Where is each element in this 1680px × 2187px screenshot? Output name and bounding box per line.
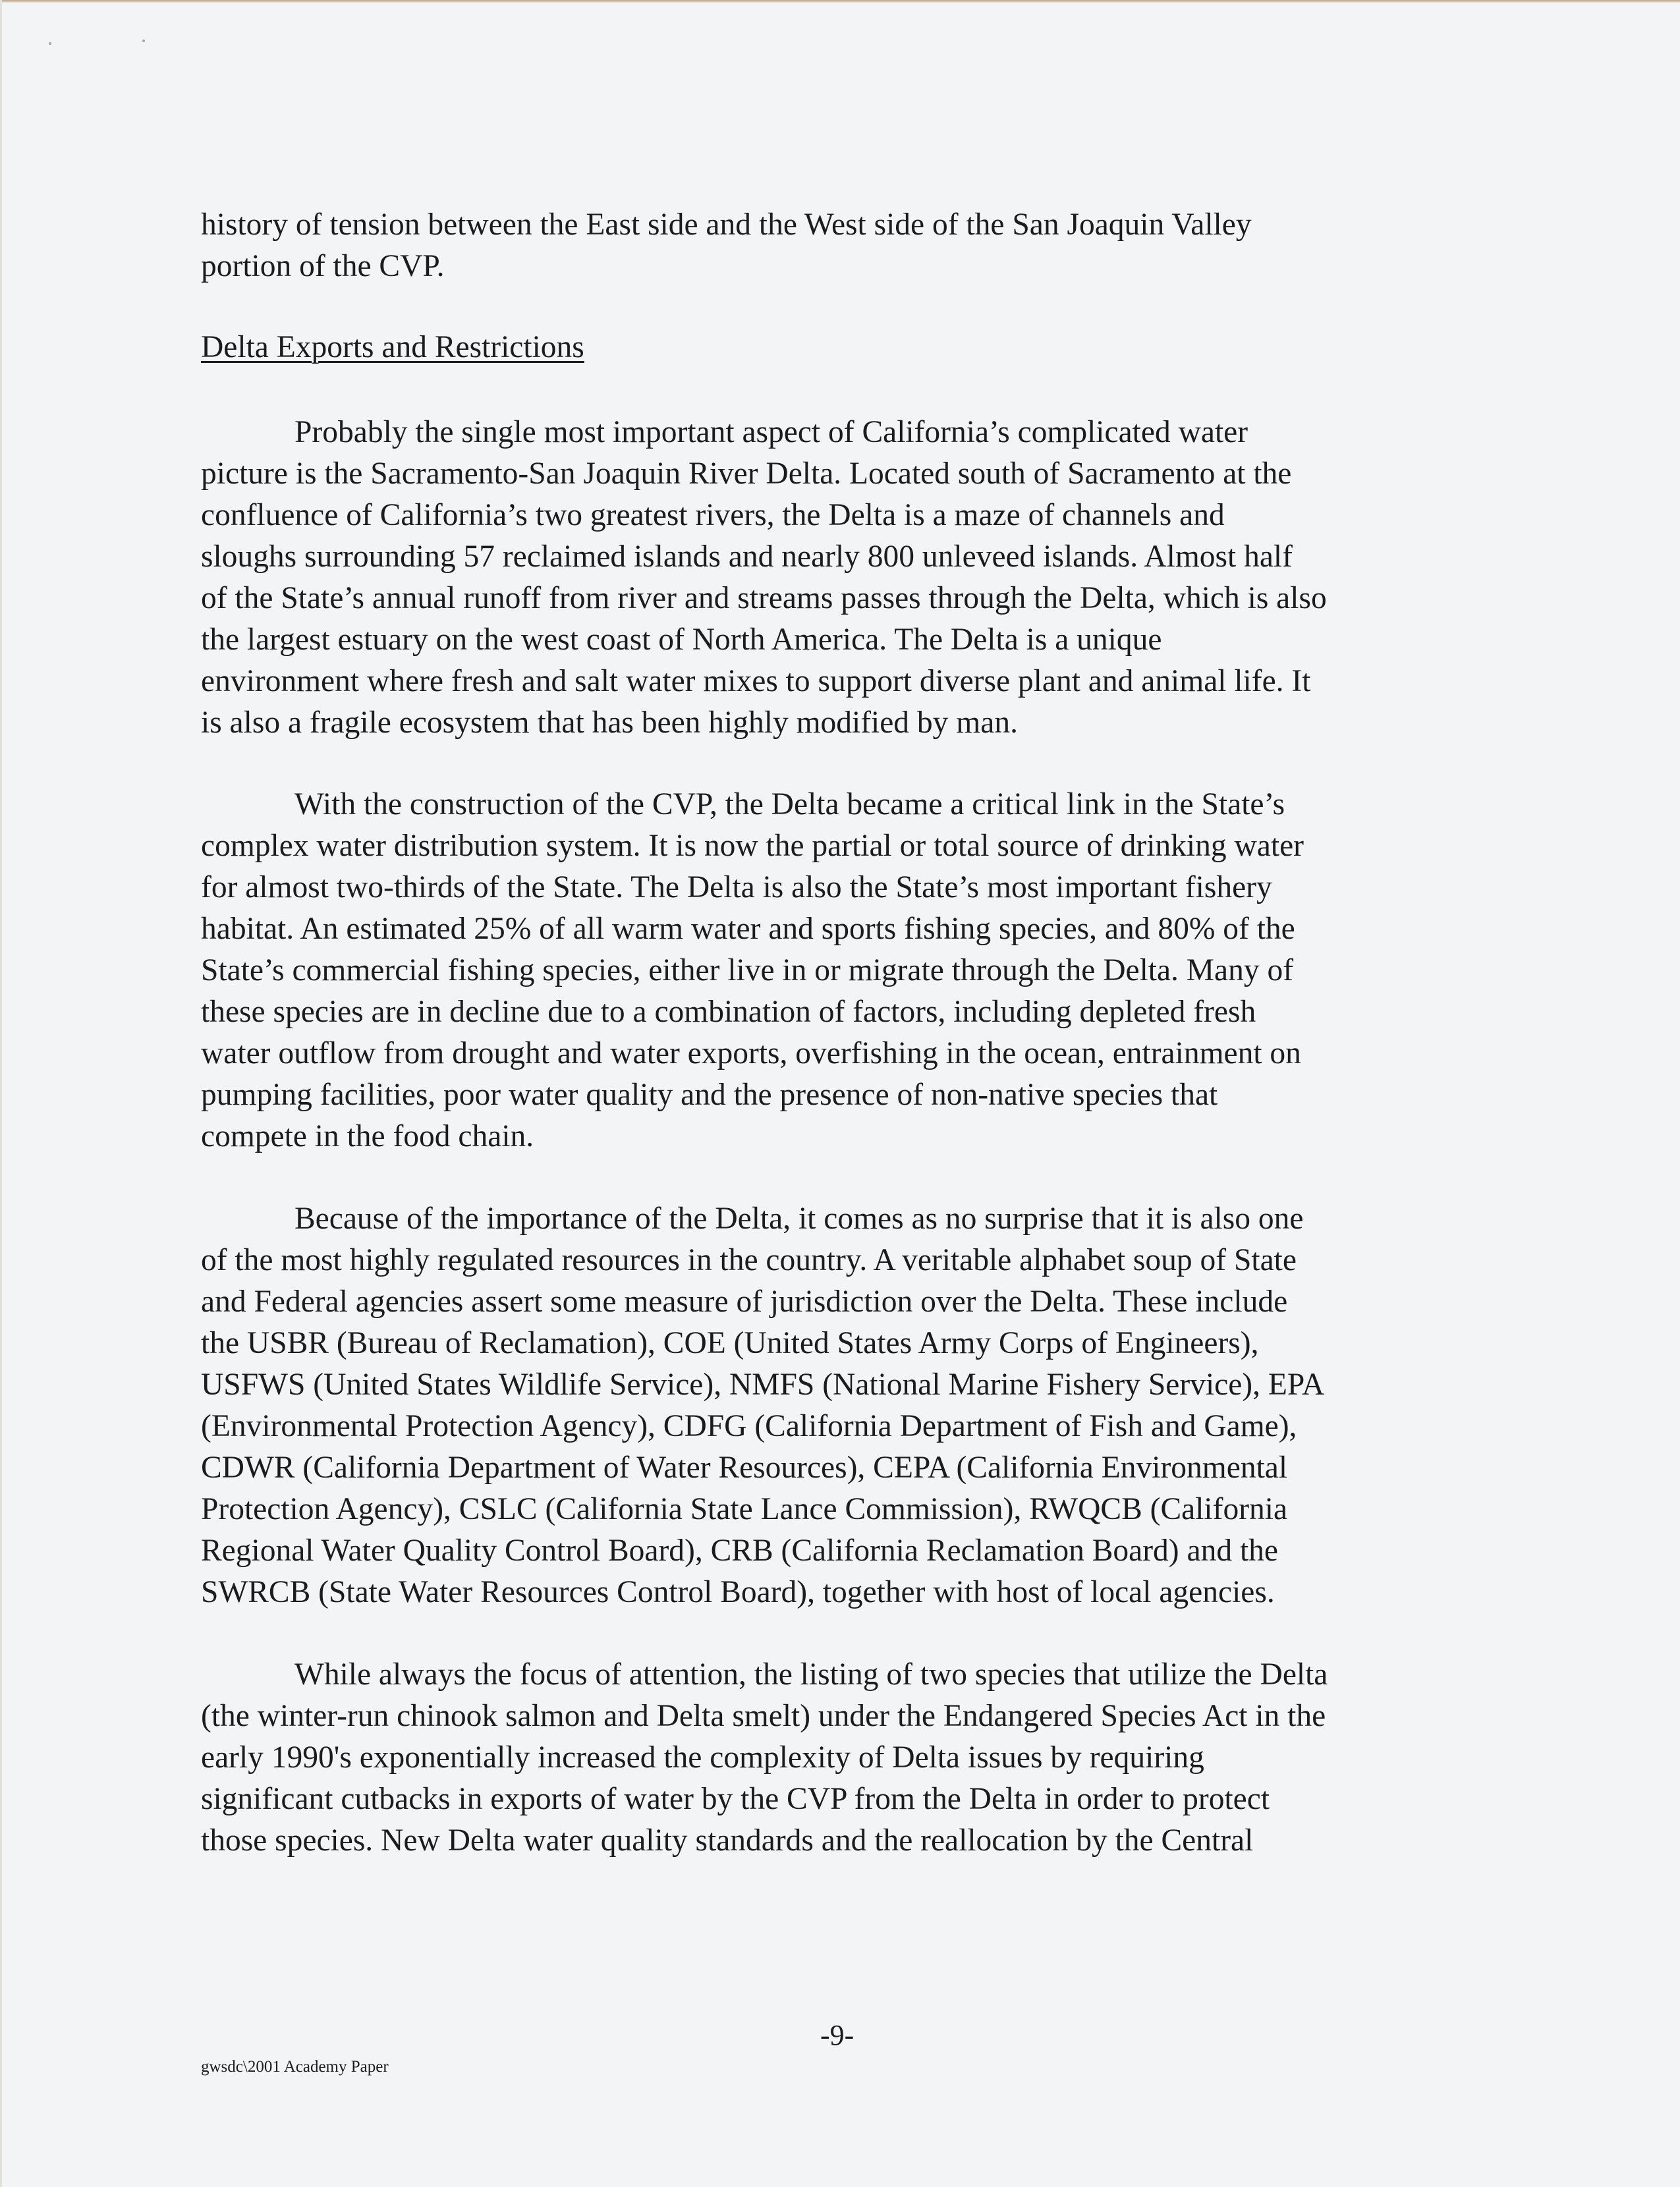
text-line: State’s commercial fishing species, either live in or migrate through the Delta. Many of xyxy=(201,953,1294,987)
text-line: water outflow from drought and water exports, overfishing in the ocean, entrainment on xyxy=(201,1036,1301,1070)
scan-speck xyxy=(142,40,145,42)
text-line: (Environmental Protection Agency), CDFG (California Department of Fish and Game), xyxy=(201,1409,1297,1443)
scan-speck xyxy=(49,42,51,45)
text-line: those species. New Delta water quality standards and the reallocation by the Central xyxy=(201,1823,1254,1858)
text-line: sloughs surrounding 57 reclaimed islands and nearly 800 unleveed islands. Almost half xyxy=(201,540,1293,574)
text-line: With the construction of the CVP, the Delta became a critical link in the State’s xyxy=(294,787,1285,821)
text-line: portion of the CVP. xyxy=(201,249,445,283)
text-line: and Federal agencies assert some measure of jurisdiction over the Delta. These include xyxy=(201,1285,1288,1319)
text-line: for almost two-thirds of the State. The Delta is also the State’s most important fishery xyxy=(201,870,1272,904)
text-line: of the most highly regulated resources in the country. A veritable alphabet soup of State xyxy=(201,1243,1297,1277)
text-line: Regional Water Quality Control Board), CRB (California Reclamation Board) and the xyxy=(201,1534,1278,1568)
text-line: confluence of California’s two greatest rivers, the Delta is a maze of channels and xyxy=(201,498,1225,532)
text-line: the largest estuary on the west coast of North America. The Delta is a unique xyxy=(201,623,1162,657)
footer-document-path: gwsdc\2001 Academy Paper xyxy=(201,2058,389,2076)
text-line: is also a fragile ecosystem that has been highly modified by man. xyxy=(201,706,1018,740)
text-line: significant cutbacks in exports of water by the CVP from the Delta in order to protect xyxy=(201,1782,1270,1816)
page-number: -9- xyxy=(820,2019,854,2051)
text-line: environment where fresh and salt water mixes to support diverse plant and animal life. It xyxy=(201,664,1311,698)
text-line: SWRCB (State Water Resources Control Board), together with host of local agencies. xyxy=(201,1575,1275,1609)
text-line: pumping facilities, poor water quality and the presence of non-native species that xyxy=(201,1078,1218,1112)
text-line: (the winter-run chinook salmon and Delta smelt) under the Endangered Species Act in the xyxy=(201,1699,1326,1733)
scan-edge-top xyxy=(0,0,1680,3)
scan-edge-left xyxy=(0,0,2,2187)
text-line: the USBR (Bureau of Reclamation), COE (United States Army Corps of Engineers), xyxy=(201,1326,1259,1360)
text-line: history of tension between the East side and the West side of the San Joaquin Valley xyxy=(201,208,1252,242)
section-heading: Delta Exports and Restrictions xyxy=(201,330,584,364)
text-line: complex water distribution system. It is now the partial or total source of drinking water xyxy=(201,829,1304,863)
text-line: USFWS (United States Wildlife Service), NMFS (National Marine Fishery Service), EPA xyxy=(201,1368,1325,1402)
text-line: Protection Agency), CSLC (California State Lance Commission), RWQCB (California xyxy=(201,1492,1288,1526)
text-line: picture is the Sacramento-San Joaquin River Delta. Located south of Sacramento at the xyxy=(201,457,1292,491)
text-line: CDWR (California Department of Water Resources), CEPA (California Environmental xyxy=(201,1451,1288,1485)
text-line: of the State’s annual runoff from river and streams passes through the Delta, which is also xyxy=(201,581,1327,615)
text-line: these species are in decline due to a combination of factors, including depleted fresh xyxy=(201,995,1256,1029)
text-line: While always the focus of attention, the listing of two species that utilize the Delta xyxy=(294,1657,1328,1692)
text-line: early 1990's exponentially increased the complexity of Delta issues by requiring xyxy=(201,1740,1204,1775)
text-line: Probably the single most important aspect of California’s complicated water xyxy=(294,415,1248,449)
text-line: Because of the importance of the Delta, it comes as no surprise that it is also one xyxy=(294,1202,1304,1236)
text-line: compete in the food chain. xyxy=(201,1119,534,1153)
text-line: habitat. An estimated 25% of all warm water and sports fishing species, and 80% of the xyxy=(201,912,1295,946)
